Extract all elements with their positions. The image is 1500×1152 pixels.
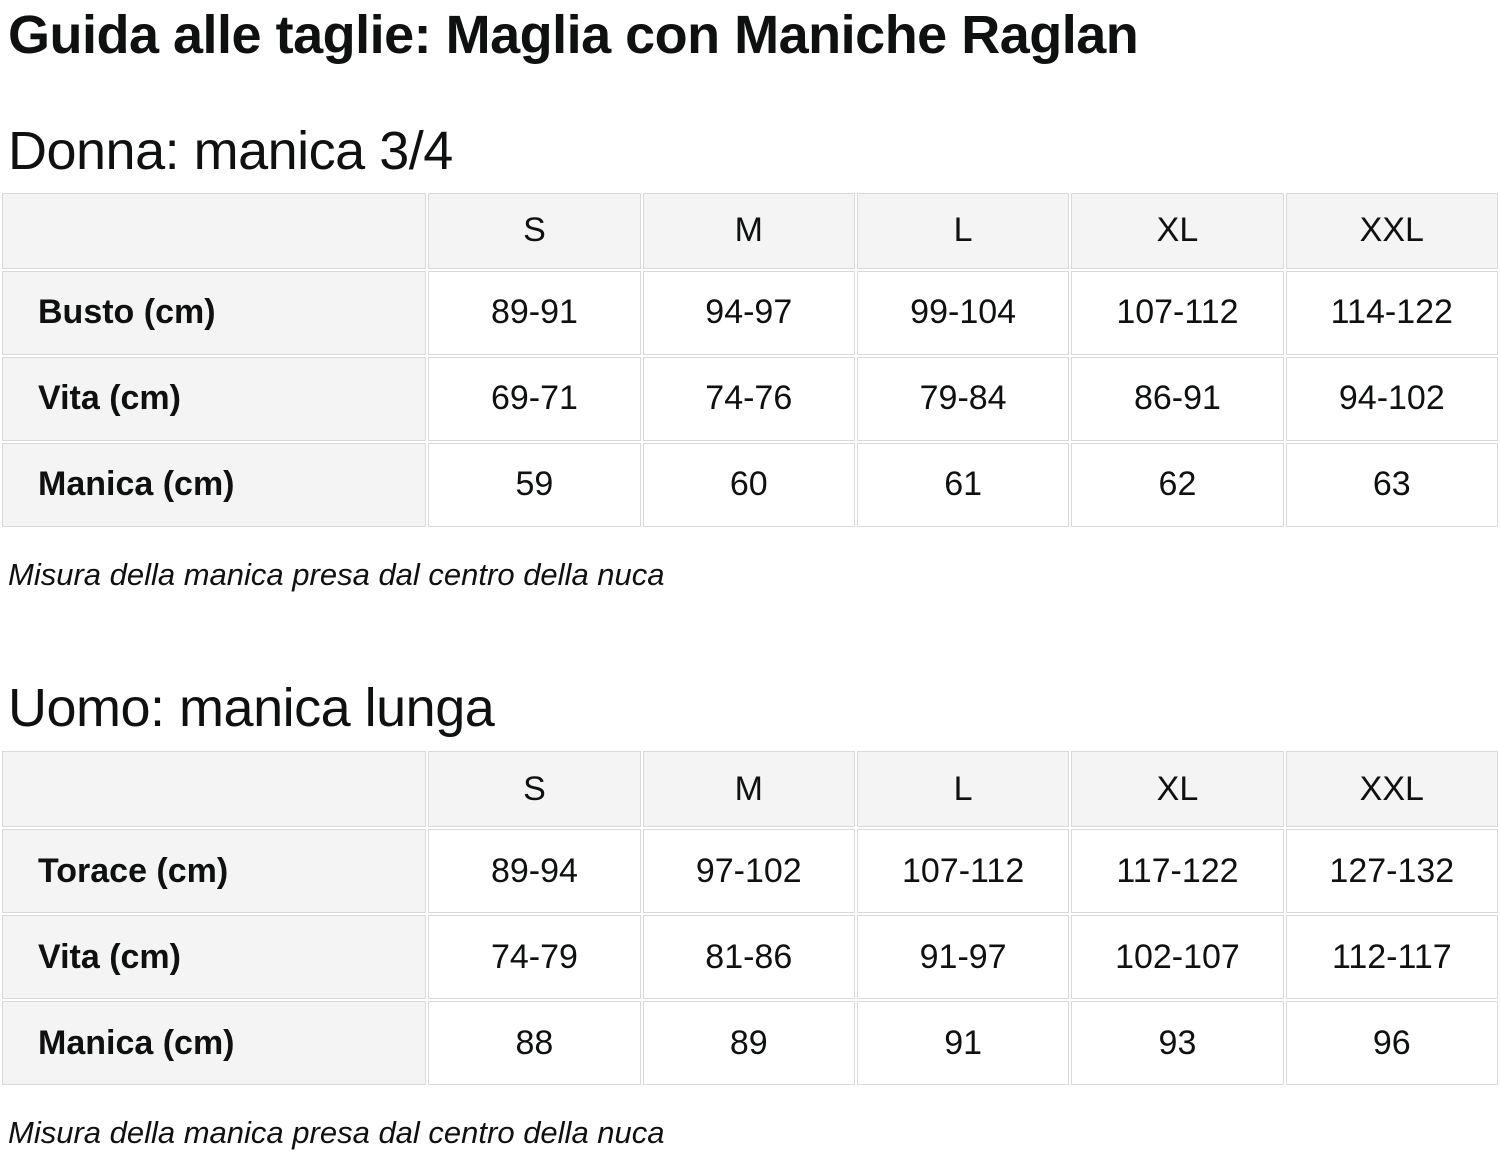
header-row [2,751,1498,827]
size-value-cell: 89-91 [428,271,640,355]
corner-cell [2,751,426,827]
size-column-header: L [857,193,1069,269]
table-row [2,271,1498,355]
size-table-uomo [0,749,1500,1087]
size-column-header: XXL [1286,193,1498,269]
size-value-cell: 127-132 [1286,829,1498,913]
size-value-cell: 63 [1286,443,1498,527]
section-heading-donna: Donna: manica 3/4 [8,121,453,182]
row-label: Torace (cm) [2,829,426,913]
size-value-cell: 91 [857,1001,1069,1085]
size-value-cell: 89 [643,1001,855,1085]
size-column-header: M [643,193,855,269]
table-row [2,443,1498,527]
sleeve-measure-note: Misura della manica presa dal centro della nuca [8,556,665,592]
size-value-cell: 62 [1071,443,1283,527]
size-column-header: S [428,193,640,269]
size-value-cell: 97-102 [643,829,855,913]
size-value-cell: 91-97 [857,915,1069,999]
size-value-cell: 96 [1286,1001,1498,1085]
row-label: Manica (cm) [2,443,426,527]
size-value-cell: 93 [1071,1001,1283,1085]
size-value-cell: 59 [428,443,640,527]
size-value-cell: 81-86 [643,915,855,999]
size-table-donna [0,191,1500,529]
row-label: Manica (cm) [2,1001,426,1085]
size-column-header: S [428,751,640,827]
size-column-header: XL [1071,751,1283,827]
size-value-cell: 114-122 [1286,271,1498,355]
size-value-cell: 112-117 [1286,915,1498,999]
size-value-cell: 107-112 [857,829,1069,913]
size-value-cell: 117-122 [1071,829,1283,913]
row-label: Vita (cm) [2,357,426,441]
row-label: Busto (cm) [2,271,426,355]
size-value-cell: 61 [857,443,1069,527]
size-column-header: M [643,751,855,827]
size-value-cell: 88 [428,1001,640,1085]
size-value-cell: 86-91 [1071,357,1283,441]
sleeve-measure-note: Misura della manica presa dal centro della nuca [8,1115,665,1151]
size-value-cell: 102-107 [1071,915,1283,999]
size-value-cell: 99-104 [857,271,1069,355]
corner-cell [2,193,426,269]
size-value-cell: 94-97 [643,271,855,355]
section-heading-uomo: Uomo: manica lunga [8,677,495,738]
size-value-cell: 94-102 [1286,357,1498,441]
size-value-cell: 79-84 [857,357,1069,441]
row-label: Vita (cm) [2,915,426,999]
table-row [2,357,1498,441]
table-row [2,915,1498,999]
table-row [2,1001,1498,1085]
size-column-header: XL [1071,193,1283,269]
size-column-header: XXL [1286,751,1498,827]
table-row [2,829,1498,913]
size-value-cell: 89-94 [428,829,640,913]
header-row [2,193,1498,269]
size-column-header: L [857,751,1069,827]
size-value-cell: 74-79 [428,915,640,999]
page-title: Guida alle taglie: Maglia con Maniche Raglan [8,5,1139,65]
size-value-cell: 69-71 [428,357,640,441]
size-value-cell: 107-112 [1071,271,1283,355]
size-value-cell: 60 [643,443,855,527]
size-value-cell: 74-76 [643,357,855,441]
